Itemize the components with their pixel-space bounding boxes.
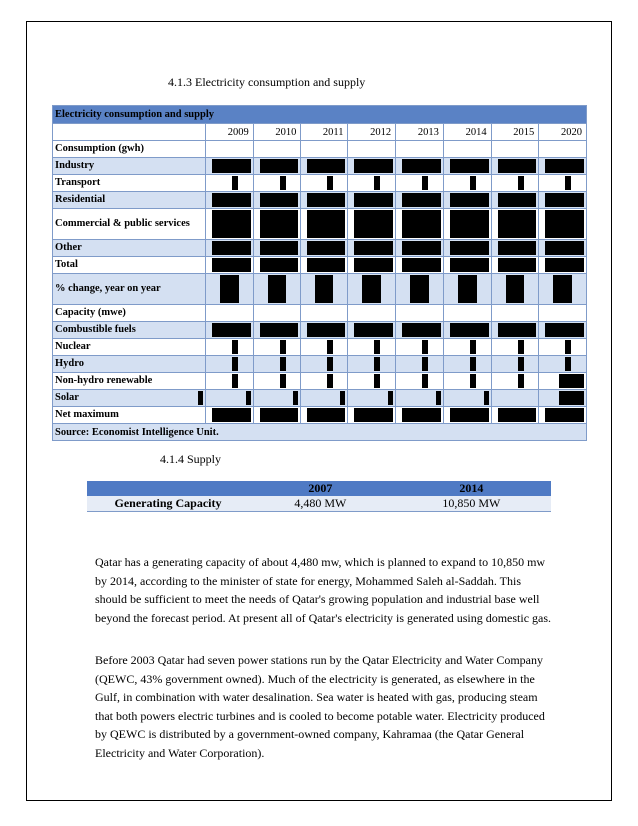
redaction-block <box>470 374 476 388</box>
value-cell <box>301 257 348 274</box>
redaction-block <box>436 391 441 405</box>
value-cell <box>491 240 539 257</box>
redaction-block <box>374 357 380 371</box>
redaction-block <box>518 340 524 354</box>
electricity-table <box>52 105 587 441</box>
value-cell <box>491 305 539 322</box>
year-header: 2014 <box>443 124 491 141</box>
value-cell <box>348 192 396 209</box>
value-cell <box>443 240 491 257</box>
value-cell <box>396 274 444 305</box>
redaction-block <box>388 391 393 405</box>
redaction-block <box>260 210 299 238</box>
value-cell <box>206 322 254 339</box>
value-cell <box>443 175 491 192</box>
redaction-block <box>565 340 571 354</box>
redaction-block <box>559 374 584 388</box>
table-row <box>53 373 587 390</box>
redaction-block <box>307 323 345 337</box>
table-row <box>53 209 587 240</box>
redaction-block <box>260 258 299 272</box>
redaction-block <box>422 357 428 371</box>
value-cell <box>301 209 348 240</box>
value-cell <box>396 322 444 339</box>
redaction-block <box>498 193 537 207</box>
redaction-block <box>518 357 524 371</box>
row-label: Residential <box>53 192 206 209</box>
value-cell <box>491 274 539 305</box>
redaction-block <box>470 357 476 371</box>
value-cell <box>253 339 301 356</box>
row-label: Solar <box>53 390 206 407</box>
paragraph-power-stations: Before 2003 Qatar had seven power stations run by the Qatar Electricity and Water Company (QEWC, 43% government owned). Much of the electricity is generated, as elsewhere in the Gulf, in combination with water desalination. Sea water is heated with gas, producing steam that both powers electric turbines and is cooled to become potable water. Electricity produced by QEWC is distributed by a government-owned company, Kahramaa (the Qatar General Electricity and Water Corporation). <box>95 653 545 760</box>
redaction-block <box>260 241 299 255</box>
generating-capacity-2014: 10,850 MW <box>392 496 551 512</box>
value-cell <box>301 339 348 356</box>
value-cell <box>539 141 587 158</box>
table-source: Source: Economist Intelligence Unit. <box>53 424 587 441</box>
value-cell <box>348 240 396 257</box>
value-cell <box>253 407 301 424</box>
value-cell <box>301 407 348 424</box>
value-cell <box>396 192 444 209</box>
value-cell <box>348 158 396 175</box>
redaction-block <box>354 159 393 173</box>
value-cell <box>206 240 254 257</box>
value-cell <box>443 356 491 373</box>
value-cell <box>206 339 254 356</box>
value-cell <box>301 373 348 390</box>
table-row <box>53 390 587 407</box>
redaction-block <box>212 159 251 173</box>
supply-header-row <box>87 481 551 496</box>
table-row <box>53 192 587 209</box>
value-cell <box>491 192 539 209</box>
value-cell <box>491 158 539 175</box>
redaction-block <box>545 241 584 255</box>
table-row <box>53 274 587 305</box>
table-row <box>53 339 587 356</box>
row-label: Combustible fuels <box>53 322 206 339</box>
year-header: 2015 <box>491 124 539 141</box>
redaction-block <box>402 241 441 255</box>
value-cell <box>253 274 301 305</box>
value-cell <box>348 141 396 158</box>
redaction-block <box>260 323 299 337</box>
redaction-block <box>410 275 429 303</box>
redaction-block <box>260 193 299 207</box>
value-cell <box>253 305 301 322</box>
value-cell <box>206 257 254 274</box>
value-cell <box>348 274 396 305</box>
redaction-block <box>307 210 345 238</box>
value-cell <box>348 175 396 192</box>
redaction-block <box>212 408 251 422</box>
value-cell <box>396 356 444 373</box>
generating-capacity-2007: 4,480 MW <box>249 496 392 512</box>
table-row <box>53 407 587 424</box>
redaction-block <box>402 258 441 272</box>
year-header: 2011 <box>301 124 348 141</box>
redaction-block <box>212 258 251 272</box>
value-cell <box>491 373 539 390</box>
supply-table <box>87 481 551 512</box>
redaction-block <box>498 258 537 272</box>
redaction-block <box>354 408 393 422</box>
supply-header-2014: 2014 <box>392 481 551 496</box>
redaction-block <box>422 340 428 354</box>
value-cell <box>539 274 587 305</box>
year-header: 2010 <box>253 124 301 141</box>
redaction-block <box>553 275 572 303</box>
redaction-block <box>450 193 489 207</box>
value-cell <box>301 175 348 192</box>
value-cell <box>491 322 539 339</box>
redaction-block <box>506 275 525 303</box>
value-cell <box>206 274 254 305</box>
value-cell <box>539 257 587 274</box>
redaction-block <box>422 176 428 190</box>
value-cell <box>396 339 444 356</box>
value-cell <box>491 209 539 240</box>
value-cell <box>539 373 587 390</box>
redaction-block <box>498 323 537 337</box>
value-cell <box>539 158 587 175</box>
year-header-row <box>53 124 587 141</box>
redaction-block <box>293 391 298 405</box>
value-cell <box>396 209 444 240</box>
redaction-block <box>315 275 333 303</box>
value-cell <box>443 373 491 390</box>
redaction-block <box>260 408 299 422</box>
value-cell <box>348 305 396 322</box>
redaction-block <box>484 391 489 405</box>
value-cell <box>539 407 587 424</box>
value-cell <box>253 158 301 175</box>
value-cell <box>491 339 539 356</box>
value-cell <box>443 158 491 175</box>
value-cell <box>396 141 444 158</box>
redaction-block <box>402 210 441 238</box>
table-row <box>53 305 587 322</box>
value-cell <box>301 356 348 373</box>
redaction-block <box>307 241 345 255</box>
supply-header-2007: 2007 <box>249 481 392 496</box>
table-row <box>53 322 587 339</box>
redaction-block <box>340 391 345 405</box>
redaction-block <box>232 374 238 388</box>
redaction-block <box>246 391 251 405</box>
redaction-block <box>450 210 489 238</box>
value-cell <box>301 141 348 158</box>
table-source-row <box>53 424 587 441</box>
row-label: Total <box>53 257 206 274</box>
value-cell <box>301 274 348 305</box>
redaction-block <box>280 374 286 388</box>
value-cell <box>539 192 587 209</box>
redaction-block <box>354 323 393 337</box>
value-cell <box>253 257 301 274</box>
year-header: 2020 <box>539 124 587 141</box>
redaction-block <box>565 357 571 371</box>
table-row <box>53 240 587 257</box>
row-label: Commercial & public services <box>53 209 206 240</box>
supply-header-blank <box>87 481 249 496</box>
redaction-block <box>422 374 428 388</box>
row-label: Other <box>53 240 206 257</box>
value-cell <box>443 305 491 322</box>
value-cell <box>301 322 348 339</box>
row-label: % change, year on year <box>53 274 206 305</box>
row-label: Hydro <box>53 356 206 373</box>
table-row <box>53 356 587 373</box>
value-cell <box>491 175 539 192</box>
redaction-block <box>260 159 299 173</box>
redaction-block <box>402 193 441 207</box>
redaction-block <box>402 159 441 173</box>
value-cell <box>396 373 444 390</box>
value-cell <box>396 407 444 424</box>
redaction-block <box>198 391 203 405</box>
value-cell <box>539 240 587 257</box>
value-cell <box>253 356 301 373</box>
value-cell <box>348 407 396 424</box>
redaction-block <box>307 258 345 272</box>
value-cell <box>206 356 254 373</box>
redaction-block <box>518 374 524 388</box>
redaction-block <box>498 159 537 173</box>
year-header: 2009 <box>206 124 254 141</box>
year-header: 2012 <box>348 124 396 141</box>
value-cell <box>206 158 254 175</box>
value-cell <box>301 158 348 175</box>
redaction-block <box>545 408 584 422</box>
value-cell <box>396 257 444 274</box>
table-title: Electricity consumption and supply <box>53 106 587 124</box>
redaction-block <box>232 340 238 354</box>
value-cell <box>491 141 539 158</box>
row-label: Non-hydro renewable <box>53 373 206 390</box>
value-cell <box>348 322 396 339</box>
redaction-block <box>354 258 393 272</box>
value-cell <box>443 192 491 209</box>
year-header-blank <box>53 124 206 141</box>
redaction-block <box>307 159 345 173</box>
table-row <box>53 158 587 175</box>
redaction-block <box>212 193 251 207</box>
table-row <box>53 141 587 158</box>
redaction-block <box>545 159 584 173</box>
redaction-block <box>307 193 345 207</box>
redaction-block <box>498 408 537 422</box>
redaction-block <box>374 176 380 190</box>
value-cell <box>206 305 254 322</box>
value-cell <box>443 322 491 339</box>
redaction-block <box>559 391 584 405</box>
row-label: Capacity (mwe) <box>53 305 206 322</box>
redaction-block <box>450 323 489 337</box>
redaction-block <box>450 241 489 255</box>
value-cell <box>348 209 396 240</box>
redaction-block <box>498 241 537 255</box>
redaction-block <box>232 176 238 190</box>
redaction-block <box>232 357 238 371</box>
value-cell <box>206 407 254 424</box>
generating-capacity-label: Generating Capacity <box>87 496 249 512</box>
redaction-block <box>518 176 524 190</box>
redaction-block <box>450 408 489 422</box>
redaction-block <box>220 275 239 303</box>
redaction-block <box>545 210 584 238</box>
redaction-block <box>280 176 286 190</box>
section-heading-4-1-3: 4.1.3 Electricity consumption and supply <box>168 75 366 89</box>
redaction-block <box>458 275 477 303</box>
value-cell <box>396 240 444 257</box>
redaction-block <box>498 210 537 238</box>
value-cell <box>253 141 301 158</box>
value-cell <box>348 356 396 373</box>
row-label: Industry <box>53 158 206 175</box>
redaction-block <box>402 323 441 337</box>
value-cell <box>539 356 587 373</box>
redaction-block <box>545 323 584 337</box>
value-cell <box>396 305 444 322</box>
redaction-block <box>327 340 333 354</box>
redaction-block <box>354 241 393 255</box>
redaction-block <box>362 275 381 303</box>
redaction-block <box>545 258 584 272</box>
value-cell <box>253 373 301 390</box>
value-cell <box>491 257 539 274</box>
redaction-block <box>354 193 393 207</box>
section-heading-4-1-4: 4.1.4 Supply <box>160 452 222 466</box>
value-cell <box>348 339 396 356</box>
value-cell <box>396 175 444 192</box>
value-cell <box>539 322 587 339</box>
value-cell <box>206 192 254 209</box>
value-cell <box>443 274 491 305</box>
supply-row <box>87 496 551 512</box>
redaction-block <box>327 374 333 388</box>
row-label: Nuclear <box>53 339 206 356</box>
value-cell <box>253 240 301 257</box>
row-label: Consumption (gwh) <box>53 141 206 158</box>
table-title-row <box>53 106 587 124</box>
redaction-block <box>374 340 380 354</box>
redaction-block <box>327 176 333 190</box>
value-cell <box>348 373 396 390</box>
value-cell <box>491 390 539 407</box>
value-cell <box>348 257 396 274</box>
value-cell <box>491 407 539 424</box>
redaction-block <box>545 193 584 207</box>
value-cell <box>396 158 444 175</box>
redaction-block <box>268 275 287 303</box>
redaction-block <box>212 241 251 255</box>
paragraph-generating-capacity: Qatar has a generating capacity of about 4,480 mw, which is planned to expand to 10,850 mw by 2014, according to the minister of state for energy, Mohammed Saleh al-Saddah. This should be sufficient to meet the needs of Qatar's growing population and industrial base well beyond the forecast period. At present all of Qatar's electricity is generated using domestic gas. <box>95 555 552 625</box>
redaction-block <box>280 340 286 354</box>
value-cell <box>301 192 348 209</box>
value-cell <box>443 407 491 424</box>
value-cell <box>443 339 491 356</box>
table-row <box>53 175 587 192</box>
value-cell <box>539 305 587 322</box>
value-cell <box>253 192 301 209</box>
redaction-block <box>327 357 333 371</box>
redaction-block <box>470 340 476 354</box>
value-cell <box>206 141 254 158</box>
redaction-block <box>565 176 571 190</box>
value-cell <box>539 209 587 240</box>
value-cell <box>443 257 491 274</box>
value-cell <box>443 141 491 158</box>
value-cell <box>206 209 254 240</box>
table-row <box>53 257 587 274</box>
row-label: Transport <box>53 175 206 192</box>
value-cell <box>253 209 301 240</box>
value-cell <box>206 373 254 390</box>
value-cell <box>539 390 587 407</box>
value-cell <box>539 339 587 356</box>
redaction-block <box>470 176 476 190</box>
value-cell <box>301 240 348 257</box>
value-cell <box>539 175 587 192</box>
redaction-block <box>450 258 489 272</box>
row-label: Net maximum <box>53 407 206 424</box>
redaction-block <box>374 374 380 388</box>
year-header: 2013 <box>396 124 444 141</box>
redaction-block <box>307 408 345 422</box>
redaction-block <box>280 357 286 371</box>
value-cell <box>443 209 491 240</box>
value-cell <box>206 175 254 192</box>
value-cell <box>491 356 539 373</box>
redaction-block <box>212 323 251 337</box>
redaction-block <box>354 210 393 238</box>
value-cell <box>301 305 348 322</box>
value-cell <box>253 322 301 339</box>
value-cell <box>253 175 301 192</box>
redaction-block <box>212 210 251 238</box>
redaction-block <box>450 159 489 173</box>
redaction-block <box>402 408 441 422</box>
